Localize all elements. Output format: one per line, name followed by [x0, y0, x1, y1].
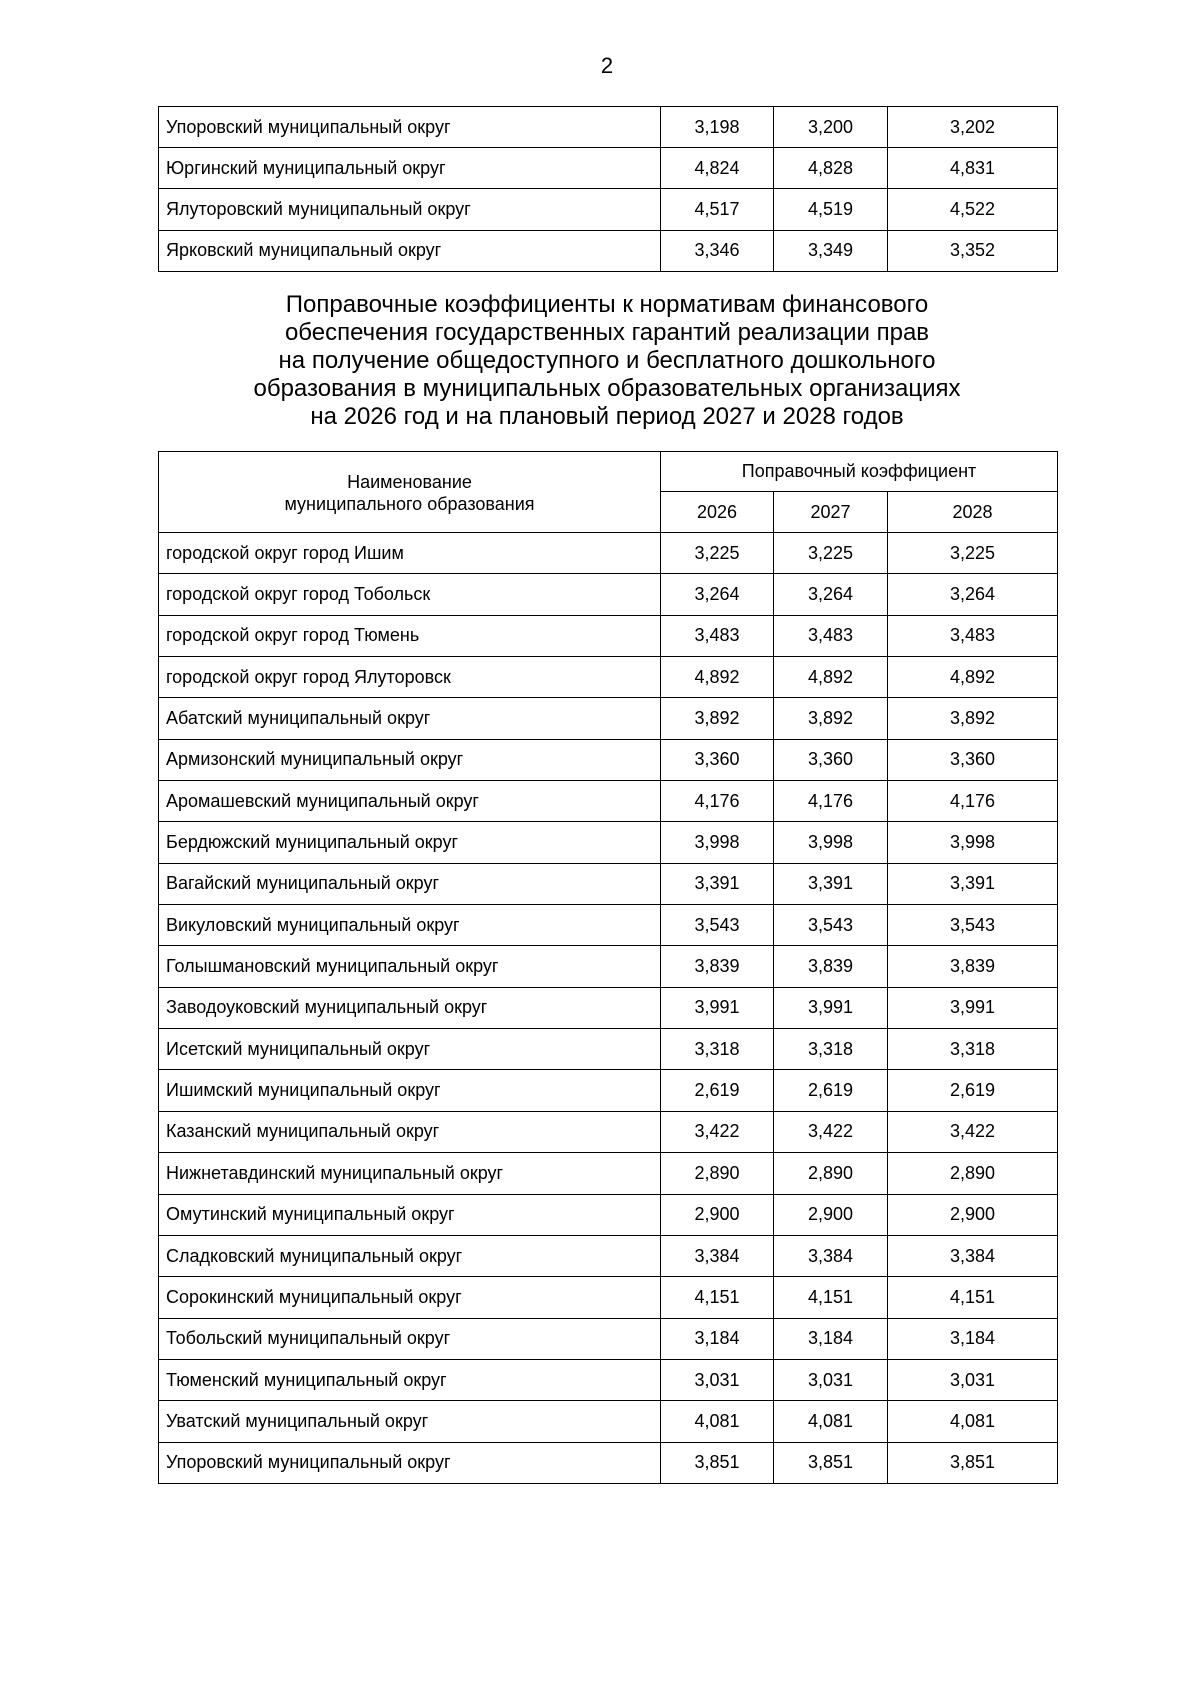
- coefficient-2027-cell: 3,225: [774, 533, 888, 574]
- coefficient-2026-cell: 3,031: [661, 1359, 774, 1400]
- coefficient-2028-cell: 3,264: [888, 574, 1058, 615]
- coefficient-2027-cell: 3,360: [774, 739, 888, 780]
- table-row: [159, 230, 1058, 271]
- preschool-coefficients-table: [158, 451, 1058, 1484]
- year-header: 2026: [661, 492, 774, 533]
- coefficient-2028-cell: 3,360: [888, 739, 1058, 780]
- coefficient-2027-cell: 3,851: [774, 1442, 888, 1483]
- municipality-name-cell: Викуловский муниципальный округ: [159, 905, 661, 946]
- municipality-name-cell: Упоровский муниципальный округ: [159, 107, 661, 148]
- header-name-line: муниципального образования: [284, 494, 535, 514]
- table-row: [159, 946, 1058, 987]
- coefficient-2027-cell: 4,151: [774, 1277, 888, 1318]
- coefficient-2027-cell: 2,900: [774, 1194, 888, 1235]
- coefficient-2026-cell: 3,264: [661, 574, 774, 615]
- coefficient-2027-cell: 3,031: [774, 1359, 888, 1400]
- coefficient-2027-cell: 3,998: [774, 822, 888, 863]
- coefficient-2028-cell: 3,031: [888, 1359, 1058, 1400]
- coefficient-2027-cell: 2,619: [774, 1070, 888, 1111]
- continued-table-body: [159, 107, 1058, 272]
- coefficient-2027-cell: 3,200: [774, 107, 888, 148]
- coefficient-2027-cell: 3,483: [774, 615, 888, 656]
- coefficient-2026-cell: 3,318: [661, 1029, 774, 1070]
- municipality-name-cell: Абатский муниципальный округ: [159, 698, 661, 739]
- header-row: [159, 452, 1058, 492]
- coefficient-2027-cell: 3,184: [774, 1318, 888, 1359]
- coefficient-2027-cell: 3,839: [774, 946, 888, 987]
- municipality-name-cell: Вагайский муниципальный округ: [159, 863, 661, 904]
- coefficient-2028-cell: 3,422: [888, 1111, 1058, 1152]
- coefficient-2026-cell: 3,391: [661, 863, 774, 904]
- coefficient-2027-cell: 3,892: [774, 698, 888, 739]
- table-row: [159, 574, 1058, 615]
- table-row: [159, 189, 1058, 230]
- table-row: [159, 1235, 1058, 1276]
- table-row: [159, 822, 1058, 863]
- coefficient-2026-cell: 4,892: [661, 657, 774, 698]
- municipality-name-cell: Бердюжский муниципальный округ: [159, 822, 661, 863]
- table-row: [159, 657, 1058, 698]
- coefficient-2028-cell: 3,991: [888, 987, 1058, 1028]
- coefficient-2028-cell: 3,483: [888, 615, 1058, 656]
- coefficient-2026-cell: 4,081: [661, 1401, 774, 1442]
- table-row: [159, 698, 1058, 739]
- table-row: [159, 987, 1058, 1028]
- coefficient-2026-cell: 3,991: [661, 987, 774, 1028]
- coefficient-2028-cell: 2,619: [888, 1070, 1058, 1111]
- table-row: [159, 905, 1058, 946]
- coefficient-2026-cell: 3,998: [661, 822, 774, 863]
- coefficient-2026-cell: 3,198: [661, 107, 774, 148]
- coefficient-2027-cell: 3,991: [774, 987, 888, 1028]
- coefficient-2028-cell: 4,831: [888, 148, 1058, 189]
- municipality-name-cell: Ишимский муниципальный округ: [159, 1070, 661, 1111]
- table-row: [159, 1111, 1058, 1152]
- coefficient-2027-cell: 3,543: [774, 905, 888, 946]
- table-row: [159, 863, 1058, 904]
- table-row: [159, 148, 1058, 189]
- coefficient-2027-cell: 3,391: [774, 863, 888, 904]
- municipality-name-cell: городской округ город Ишим: [159, 533, 661, 574]
- coefficient-2027-cell: 4,828: [774, 148, 888, 189]
- municipality-name-cell: Уватский муниципальный округ: [159, 1401, 661, 1442]
- coefficient-2028-cell: 2,900: [888, 1194, 1058, 1235]
- coefficient-2026-cell: 3,839: [661, 946, 774, 987]
- coefficient-2028-cell: 3,851: [888, 1442, 1058, 1483]
- coefficient-column-header: Поправочный коэффициент: [661, 452, 1058, 492]
- coefficient-2028-cell: 3,543: [888, 905, 1058, 946]
- municipality-name-cell: Сорокинский муниципальный округ: [159, 1277, 661, 1318]
- coefficient-2028-cell: 4,176: [888, 781, 1058, 822]
- table-row: [159, 781, 1058, 822]
- coefficient-2026-cell: 3,184: [661, 1318, 774, 1359]
- municipality-name-cell: Юргинский муниципальный округ: [159, 148, 661, 189]
- table-row: [159, 1277, 1058, 1318]
- coefficient-2028-cell: 4,892: [888, 657, 1058, 698]
- table-header: [159, 452, 1058, 533]
- continued-coefficients-table: [158, 106, 1058, 272]
- coefficient-2028-cell: 3,839: [888, 946, 1058, 987]
- table-row: [159, 1194, 1058, 1235]
- table-row: [159, 1070, 1058, 1111]
- table-body: [159, 533, 1058, 1484]
- table-row: [159, 1401, 1058, 1442]
- coefficient-2028-cell: 3,352: [888, 230, 1058, 271]
- coefficient-2027-cell: 3,349: [774, 230, 888, 271]
- coefficient-2028-cell: 2,890: [888, 1153, 1058, 1194]
- coefficient-2028-cell: 3,892: [888, 698, 1058, 739]
- coefficient-2028-cell: 3,318: [888, 1029, 1058, 1070]
- coefficient-2026-cell: 4,824: [661, 148, 774, 189]
- municipality-name-cell: Тюменский муниципальный округ: [159, 1359, 661, 1400]
- title-line: образования в муниципальных образовательных организациях: [253, 375, 961, 402]
- title-line: обеспечения государственных гарантий реализации прав: [284, 319, 930, 346]
- municipality-name-cell: Упоровский муниципальный округ: [159, 1442, 661, 1483]
- municipality-name-cell: Сладковский муниципальный округ: [159, 1235, 661, 1276]
- table-row: [159, 1029, 1058, 1070]
- municipality-name-cell: Омутинский муниципальный округ: [159, 1194, 661, 1235]
- coefficient-2027-cell: 3,318: [774, 1029, 888, 1070]
- coefficient-2028-cell: 4,081: [888, 1401, 1058, 1442]
- coefficient-2027-cell: 4,081: [774, 1401, 888, 1442]
- coefficient-2027-cell: 4,519: [774, 189, 888, 230]
- coefficient-2027-cell: 2,890: [774, 1153, 888, 1194]
- municipality-name-cell: Исетский муниципальный округ: [159, 1029, 661, 1070]
- title-line: Поправочные коэффициенты к нормативам финансового: [285, 291, 929, 318]
- coefficient-2028-cell: 4,522: [888, 189, 1058, 230]
- coefficient-2026-cell: 3,346: [661, 230, 774, 271]
- municipality-name-cell: Тобольский муниципальный округ: [159, 1318, 661, 1359]
- coefficient-2027-cell: 4,176: [774, 781, 888, 822]
- municipality-name-cell: Заводоуковский муниципальный округ: [159, 987, 661, 1028]
- coefficient-2027-cell: 3,422: [774, 1111, 888, 1152]
- municipality-name-cell: Нижнетавдинский муниципальный округ: [159, 1153, 661, 1194]
- municipality-name-cell: Армизонский муниципальный округ: [159, 739, 661, 780]
- municipality-name-cell: городской округ город Тобольск: [159, 574, 661, 615]
- table-row: [159, 615, 1058, 656]
- coefficient-2026-cell: 3,483: [661, 615, 774, 656]
- year-header: 2027: [774, 492, 888, 533]
- coefficient-2026-cell: 3,384: [661, 1235, 774, 1276]
- coefficient-2026-cell: 4,151: [661, 1277, 774, 1318]
- municipality-name-cell: Ярковский муниципальный округ: [159, 230, 661, 271]
- table-row: [159, 1153, 1058, 1194]
- coefficient-2026-cell: 2,900: [661, 1194, 774, 1235]
- coefficient-2026-cell: 3,851: [661, 1442, 774, 1483]
- table-row: [159, 1442, 1058, 1483]
- title-line: на получение общедоступного и бесплатного дошкольного: [278, 347, 936, 374]
- coefficient-2026-cell: 4,176: [661, 781, 774, 822]
- table-row: [159, 739, 1058, 780]
- year-header: 2028: [888, 492, 1058, 533]
- coefficient-2028-cell: 3,225: [888, 533, 1058, 574]
- table-row: [159, 1318, 1058, 1359]
- table-row: [159, 1359, 1058, 1400]
- coefficient-2027-cell: 3,264: [774, 574, 888, 615]
- coefficient-2026-cell: 3,225: [661, 533, 774, 574]
- coefficient-2027-cell: 4,892: [774, 657, 888, 698]
- coefficient-2026-cell: 2,619: [661, 1070, 774, 1111]
- municipality-name-cell: городской округ город Тюмень: [159, 615, 661, 656]
- municipality-name-cell: Голышмановский муниципальный округ: [159, 946, 661, 987]
- municipality-name-cell: Ялуторовский муниципальный округ: [159, 189, 661, 230]
- municipality-column-header: [159, 452, 661, 533]
- coefficient-2028-cell: 3,384: [888, 1235, 1058, 1276]
- title-line: на 2026 год и на плановый период 2027 и 2028 годов: [310, 403, 904, 430]
- coefficient-2026-cell: 3,543: [661, 905, 774, 946]
- coefficient-2028-cell: 3,202: [888, 107, 1058, 148]
- coefficient-2028-cell: 3,184: [888, 1318, 1058, 1359]
- table-row: [159, 533, 1058, 574]
- page-number: 2: [600, 53, 614, 78]
- section-title: [0, 291, 1200, 431]
- municipality-name-cell: городской округ город Ялуторовск: [159, 657, 661, 698]
- coefficient-2026-cell: 3,360: [661, 739, 774, 780]
- municipality-name-cell: Казанский муниципальный округ: [159, 1111, 661, 1152]
- coefficient-2027-cell: 3,384: [774, 1235, 888, 1276]
- coefficient-2026-cell: 2,890: [661, 1153, 774, 1194]
- table-row: [159, 107, 1058, 148]
- coefficient-2028-cell: 4,151: [888, 1277, 1058, 1318]
- municipality-name-cell: Аромашевский муниципальный округ: [159, 781, 661, 822]
- coefficient-2028-cell: 3,391: [888, 863, 1058, 904]
- header-name-line: Наименование: [347, 472, 472, 492]
- coefficient-2026-cell: 4,517: [661, 189, 774, 230]
- coefficient-2028-cell: 3,998: [888, 822, 1058, 863]
- coefficient-2026-cell: 3,892: [661, 698, 774, 739]
- coefficient-2026-cell: 3,422: [661, 1111, 774, 1152]
